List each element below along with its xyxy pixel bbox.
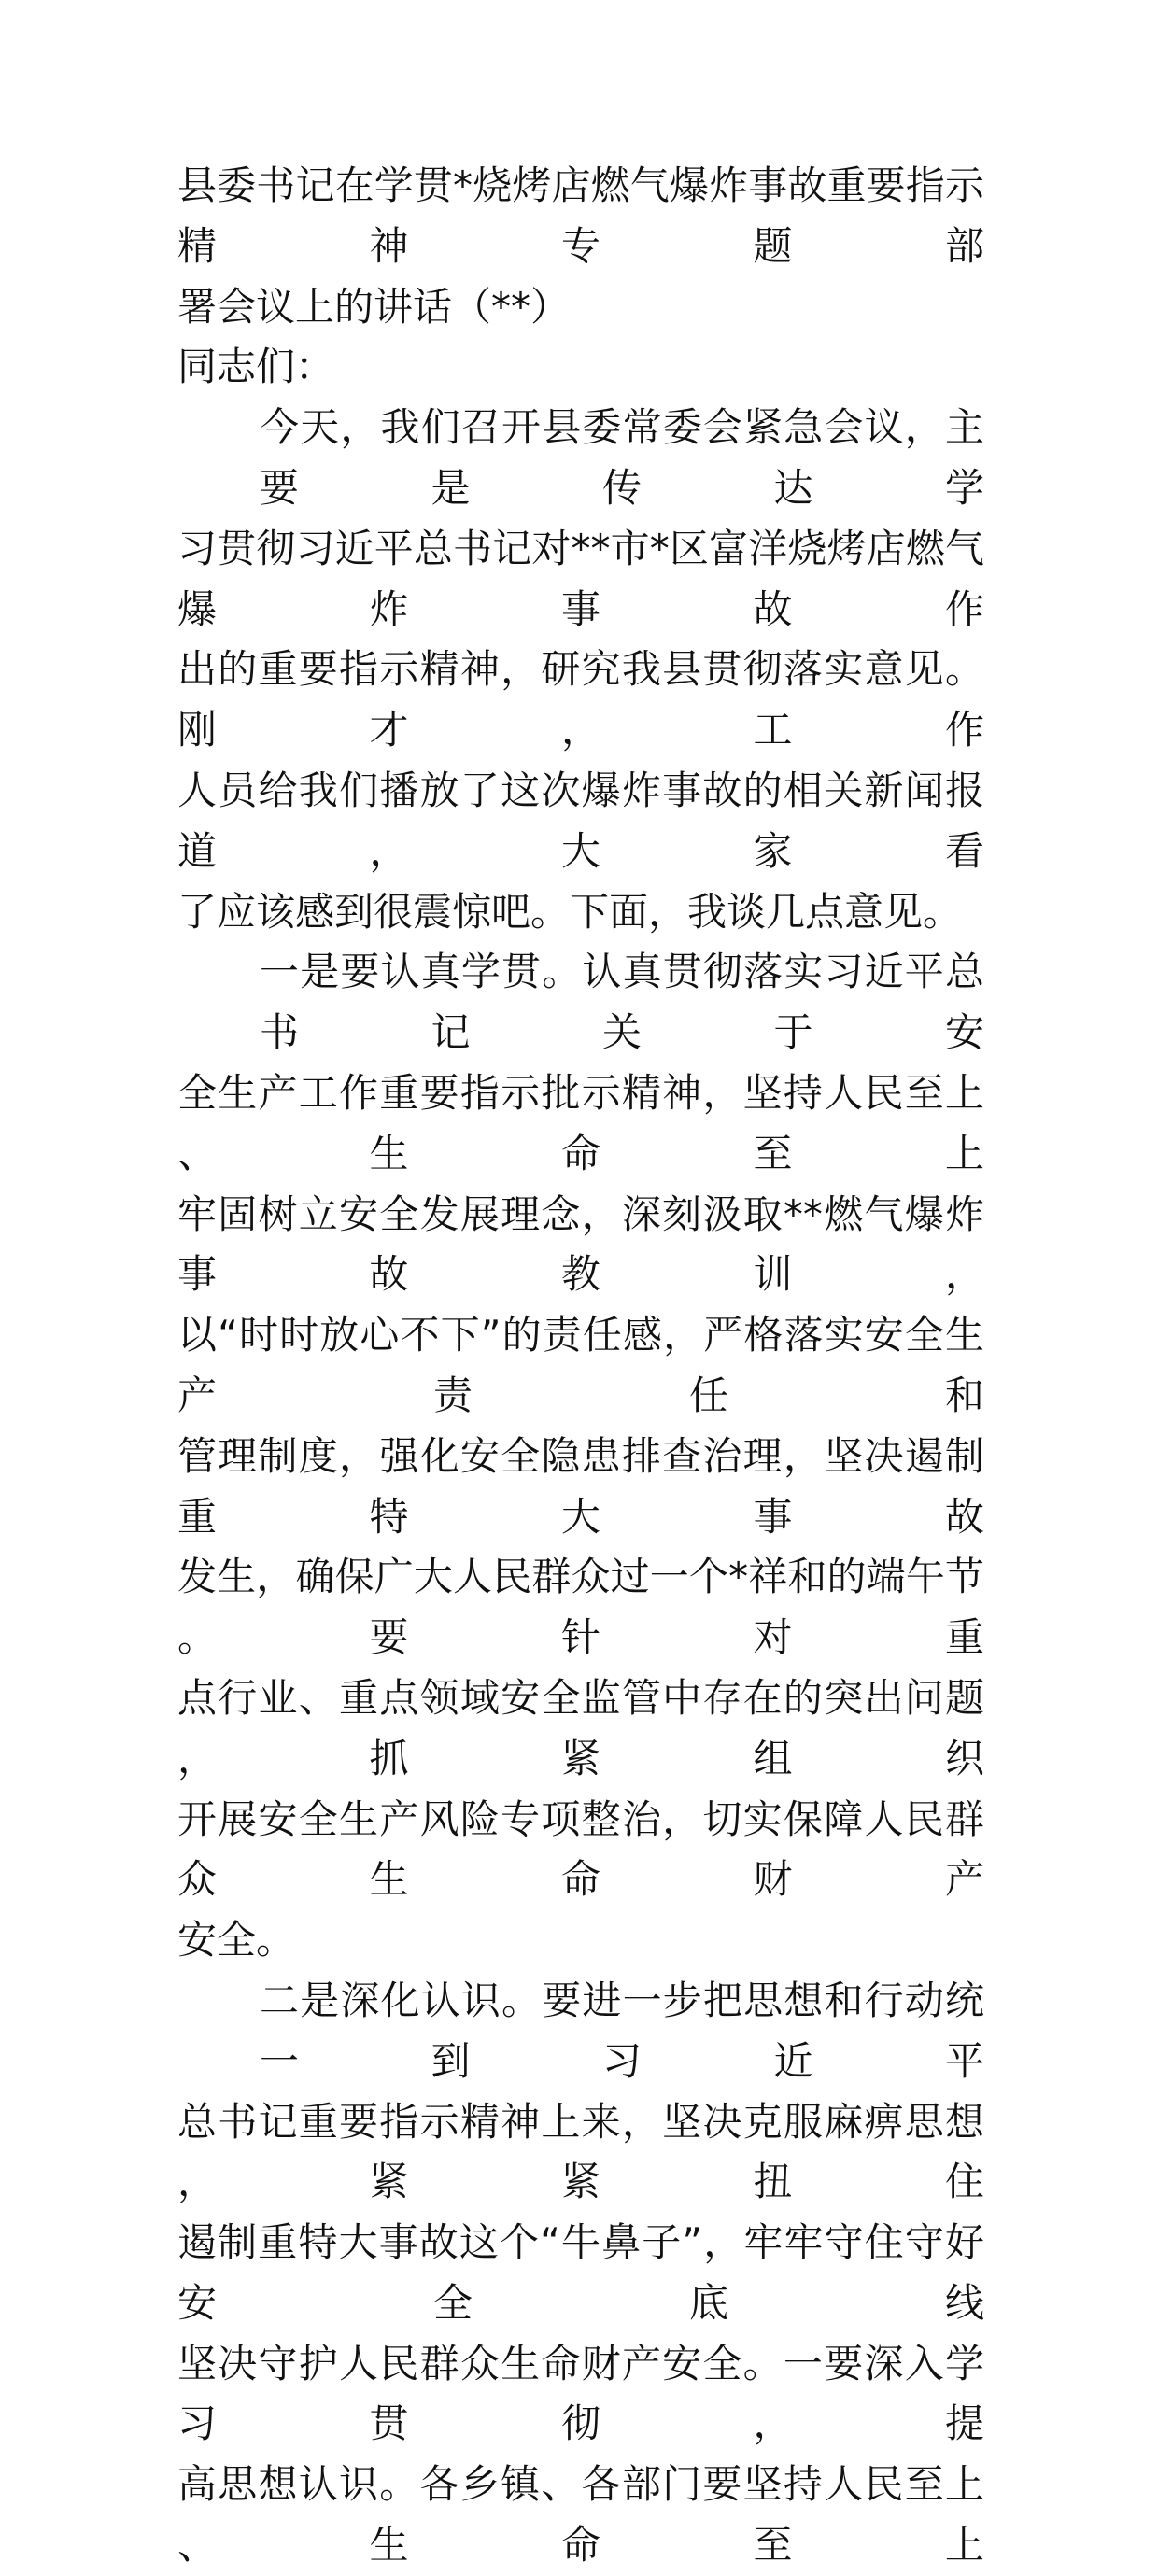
paragraph-line: 高思想认识。各乡镇、各部门要坚持人民至上、生命至上 bbox=[177, 2461, 984, 2569]
paragraph-line: 二是深化认识。要进一步把思想和行动统一到习近平 bbox=[260, 1977, 984, 2084]
salutation: 同志们： bbox=[177, 344, 335, 390]
paragraph-line: 一是要认真学贯。认真贯彻落实习近平总书记关于安 bbox=[260, 949, 984, 1056]
document-title-line-1: 县委书记在学贯*烧烤店燃气爆炸事故重要指示精神专题部 bbox=[177, 162, 984, 269]
paragraph-line: 人员给我们播放了这次爆炸事故的相关新闻报道，大家看 bbox=[177, 767, 984, 874]
paragraph-line: 牢固树立安全发展理念，深刻汲取**燃气爆炸事故教训， bbox=[177, 1190, 984, 1298]
paragraph-intro bbox=[177, 398, 984, 942]
paragraph-line: 全生产工作重要指示批示精神，坚持人民至上、生命至上 bbox=[177, 1069, 984, 1176]
paragraph-line: 总书记重要指示精神上来，坚决克服麻痹思想，紧紧扭住 bbox=[177, 2098, 984, 2205]
document-page bbox=[177, 156, 984, 2576]
paragraph-line: 今天，我们召开县委常委会紧急会议，主要是传达学 bbox=[260, 404, 984, 511]
paragraph-point-two bbox=[177, 1971, 984, 2576]
paragraph-line: 遏制重特大事故这个“牛鼻子”，牢牢守住守好安全底线 bbox=[177, 2219, 984, 2326]
paragraph-line: 以“时时放心不下”的责任感，严格落实安全生产责任和 bbox=[177, 1312, 984, 1418]
paragraph-line: 开展安全生产风险专项整治，切实保障人民群众生命财产 bbox=[177, 1795, 984, 1903]
paragraph-line: 点行业、重点领域安全监管中存在的突出问题，抓紧组织 bbox=[177, 1674, 984, 1781]
paragraph-line: 管理制度，强化安全隐患排查治理，坚决遏制重特大事故 bbox=[177, 1432, 984, 1540]
paragraph-line: 习贯彻习近平总书记对**市*区富洋烧烤店燃气爆炸事故作 bbox=[177, 525, 984, 632]
document-title-line-2: 署会议上的讲话（**） bbox=[177, 283, 571, 330]
paragraph-line: 坚决守护人民群众生命财产安全。一要深入学习贯彻，提 bbox=[177, 2340, 984, 2447]
paragraph-line: 发生，确保广大人民群众过一个*祥和的端午节。要针对重 bbox=[177, 1554, 984, 1661]
paragraph-line: 出的重要指示精神，研究我县贯彻落实意见。刚才，工作 bbox=[177, 646, 984, 753]
paragraph-line: 安全。 bbox=[177, 1917, 296, 1964]
paragraph-line: 了应该感到很震惊吧。下面，我谈几点意见。 bbox=[177, 888, 963, 935]
paragraph-point-one bbox=[177, 942, 984, 1971]
